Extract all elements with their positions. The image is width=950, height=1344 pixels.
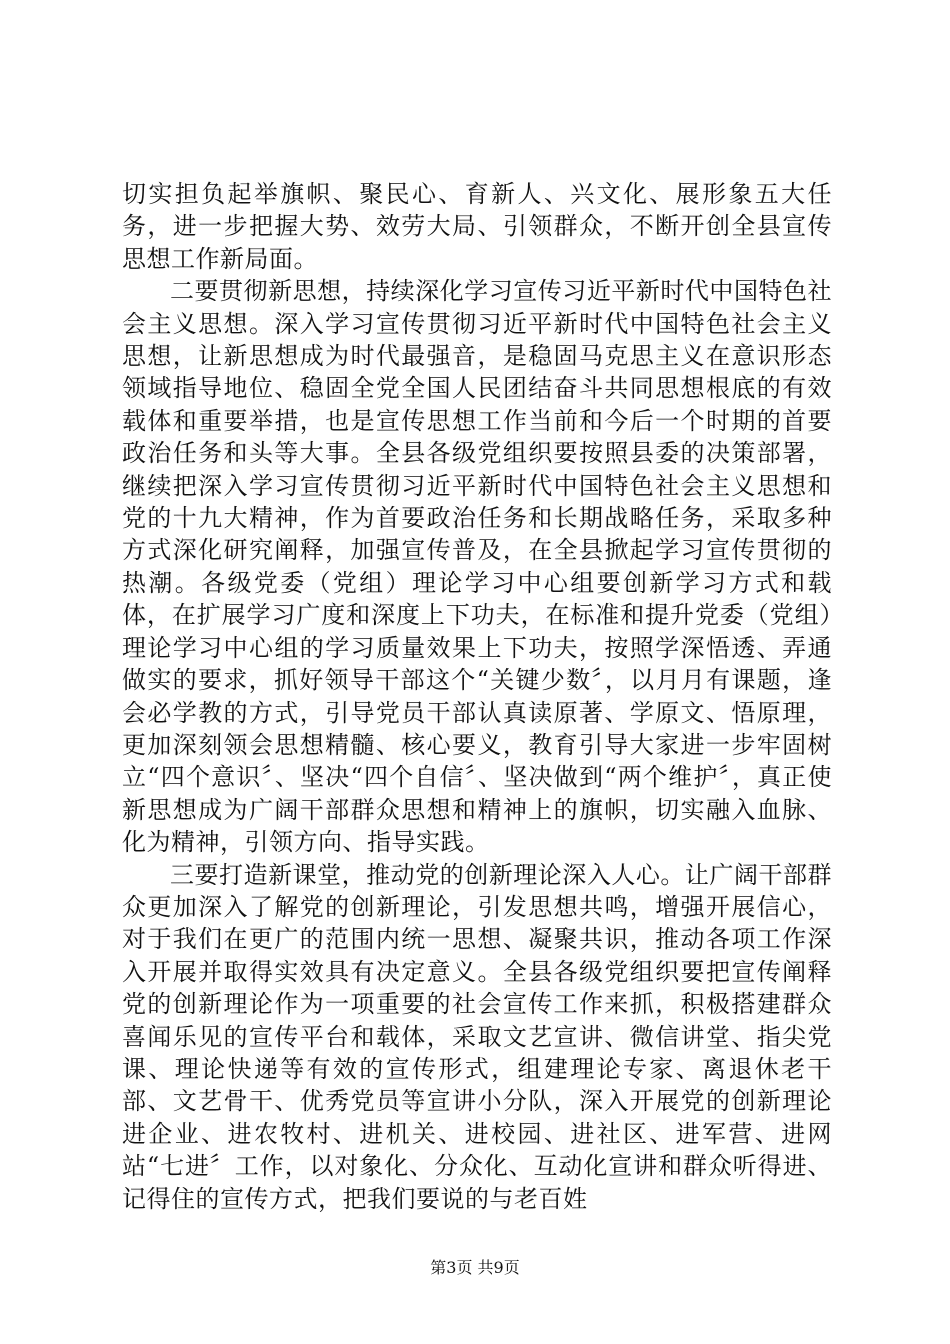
page-number-footer: 第3页 共9页 xyxy=(430,1258,520,1277)
paragraph-third-requirement: 三要打造新课堂，推动党的创新理论深入人心。让广阔干部群众更加深入了解党的创新理论，引发思想共鸣，增强开展信心，对于我们在更广的范围内统一思想、凝聚共识，推动各项工作深入开展并取得实效具有决定意义。全县各级党组织要把宣传阐释党的创新理论作为一项重要的社会宣传工作来抓，积极搭建群众喜闻乐见的宣传平台和载体，采取文艺宣讲、微信讲堂、指尖党课、理论快递等有效的宣传形式，组建理论专家、离退休老干部、文艺骨干、优秀党员等宣讲小分队，深入开展党的创新理论进企业、进农牧村、进机关、进校园、进社区、进军营、进网站“七进〞工作，以对象化、分众化、互动化宣讲和群众听得进、记得住的宣传方式，把我们要说的与老百姓 xyxy=(122,860,832,1213)
paragraph-second-requirement: 二要贯彻新思想，持续深化学习宣传习近平新时代中国特色社会主义思想。深入学习宣传贯彻习近平新时代中国特色社会主义思想，让新思想成为时代最强音，是稳固马克思主义在意识形态领域指导地位、稳固全党全国人民团结奋斗共同思想根底的有效载体和重要举措，也是宣传思想工作当前和今后一个时期的首要政治任务和头等大事。全县各级党组织要按照县委的决策部署，继续把深入学习宣传贯彻习近平新时代中国特色社会主义思想和党的十九大精神，作为首要政治任务和长期战略任务，采取多种方式深化研究阐释，加强宣传普及，在全县掀起学习宣传贯彻的热潮。各级党委（党组）理论学习中心组要创新学习方式和载体，在扩展学习广度和深度上下功夫，在标准和提升党委（党组）理论学习中心组的学习质量效果上下功夫，按照学深悟透、弄通做实的要求，抓好领导干部这个“关键少数〞，以月月有课题，逢会必学教的方式，引导党员干部认真读原著、学原文、悟原理，更加深刻领会思想精髓、核心要义，教育引导大家进一步牢固树立“四个意识〞、坚决“四个自信〞、坚决做到“两个维护〞，真正使新思想成为广阔干部群众思想和精神上的旗帜，切实融入血脉、化为精神，引领方向、指导实践。 xyxy=(122,277,832,857)
paragraph-continuation: 切实担负起举旗帜、聚民心、育新人、兴文化、展形象五大任务，进一步把握大势、效劳大局、引领群众，不断开创全县宣传思想工作新局面。 xyxy=(122,180,832,273)
document-body xyxy=(122,178,832,1215)
